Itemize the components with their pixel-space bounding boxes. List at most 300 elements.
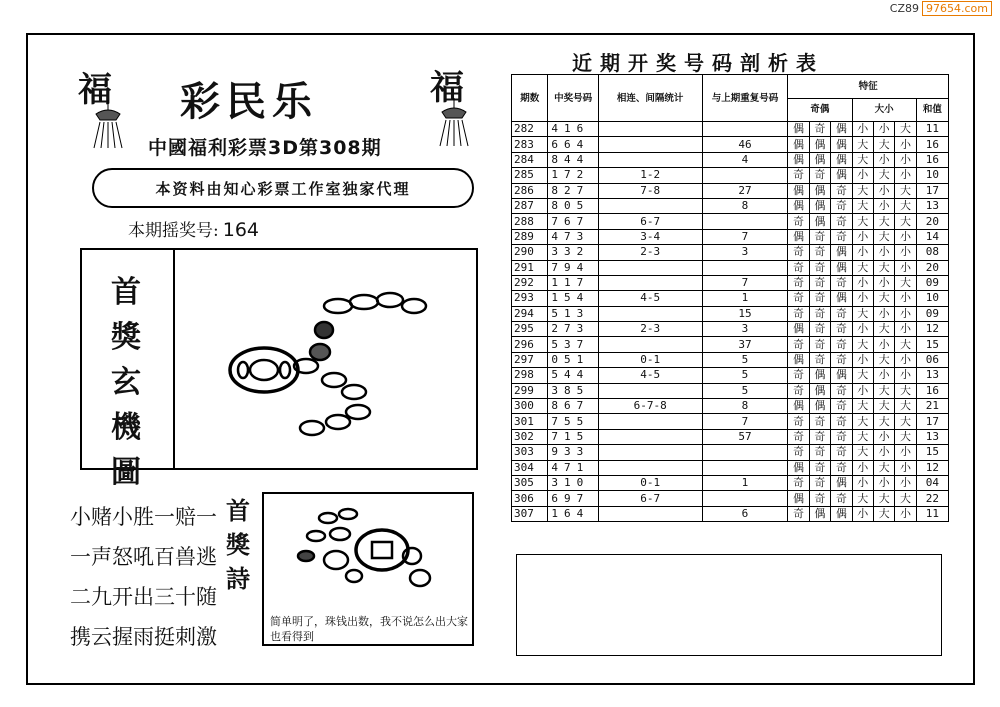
repeat-number: 3	[702, 245, 788, 260]
consec-stat	[598, 506, 702, 521]
winning-number: 537	[548, 337, 598, 352]
consec-stat: 0-1	[598, 475, 702, 490]
odd-even-cell: 偶	[831, 122, 852, 137]
table-row	[512, 122, 949, 137]
big-small-cell: 小	[852, 352, 873, 367]
big-small-cell: 大	[873, 460, 894, 475]
fu-right: 福	[430, 68, 464, 108]
odd-even-cell: 偶	[788, 198, 809, 213]
period: 296	[512, 337, 548, 352]
odd-even-cell: 奇	[788, 260, 809, 275]
table-row	[512, 429, 949, 444]
table-row	[512, 368, 949, 383]
odd-even-cell: 奇	[809, 337, 830, 352]
big-small-cell: 大	[873, 137, 894, 152]
winning-number: 416	[548, 122, 598, 137]
puzzle-label	[96, 270, 156, 495]
period: 288	[512, 214, 548, 229]
big-small-cell: 大	[852, 414, 873, 429]
sum-value: 17	[916, 183, 948, 198]
big-small-cell: 小	[873, 445, 894, 460]
odd-even-cell: 奇	[831, 275, 852, 290]
repeat-number: 15	[702, 306, 788, 321]
odd-even-cell: 奇	[831, 214, 852, 229]
poem-label-char: 首	[226, 496, 250, 525]
big-small-cell: 大	[873, 399, 894, 414]
page-title: 彩民乐	[180, 78, 318, 125]
period: 294	[512, 306, 548, 321]
odd-even-cell: 偶	[809, 198, 830, 213]
big-small-cell: 大	[895, 491, 916, 506]
table-row	[512, 275, 949, 290]
odd-even-cell: 奇	[788, 245, 809, 260]
poem-line: 小赌小胜一赔一	[70, 505, 217, 529]
consec-stat: 2-3	[598, 322, 702, 337]
big-small-cell: 大	[852, 260, 873, 275]
odd-even-cell: 奇	[788, 475, 809, 490]
repeat-number: 1	[702, 291, 788, 306]
table-row	[512, 414, 949, 429]
table-row	[512, 291, 949, 306]
tassel-right-icon	[432, 98, 477, 148]
fu-left: 福	[78, 70, 112, 110]
poem-label	[222, 494, 254, 596]
odd-even-cell: 偶	[788, 122, 809, 137]
header-sum: 和值	[916, 98, 948, 122]
odd-even-cell: 奇	[809, 275, 830, 290]
big-small-cell: 大	[895, 183, 916, 198]
odd-even-cell: 奇	[809, 475, 830, 490]
big-small-cell: 小	[873, 245, 894, 260]
poem-coin-image	[292, 502, 452, 602]
period: 289	[512, 229, 548, 244]
big-small-cell: 大	[873, 491, 894, 506]
puzzle-label-char: 首	[111, 275, 141, 310]
big-small-cell: 小	[852, 275, 873, 290]
odd-even-cell: 奇	[831, 337, 852, 352]
repeat-number: 1	[702, 475, 788, 490]
analysis-table	[511, 74, 949, 522]
big-small-cell: 小	[873, 152, 894, 167]
period: 305	[512, 475, 548, 490]
odd-even-cell: 奇	[831, 352, 852, 367]
big-small-cell: 大	[873, 322, 894, 337]
odd-even-cell: 偶	[788, 137, 809, 152]
big-small-cell: 大	[873, 214, 894, 229]
big-small-cell: 大	[852, 214, 873, 229]
consec-stat	[598, 122, 702, 137]
odd-even-cell: 偶	[788, 229, 809, 244]
period: 295	[512, 322, 548, 337]
repeat-number	[702, 214, 788, 229]
odd-even-cell: 偶	[788, 183, 809, 198]
consec-stat	[598, 429, 702, 444]
table-row	[512, 260, 949, 275]
consec-stat: 6-7	[598, 214, 702, 229]
consec-stat: 1-2	[598, 168, 702, 183]
big-small-cell: 大	[895, 337, 916, 352]
big-small-cell: 小	[852, 245, 873, 260]
header-odd-even: 奇偶	[788, 98, 852, 122]
big-small-cell: 大	[852, 337, 873, 352]
big-small-cell: 小	[873, 122, 894, 137]
big-small-cell: 大	[852, 198, 873, 213]
odd-even-cell: 偶	[809, 152, 830, 167]
winning-number: 844	[548, 152, 598, 167]
big-small-cell: 大	[852, 306, 873, 321]
puzzle-box	[80, 248, 478, 490]
big-small-cell: 小	[852, 122, 873, 137]
big-small-cell: 小	[873, 275, 894, 290]
winning-number: 172	[548, 168, 598, 183]
odd-even-cell: 奇	[831, 445, 852, 460]
odd-even-cell: 偶	[788, 399, 809, 414]
big-small-cell: 大	[852, 368, 873, 383]
big-small-cell: 小	[895, 229, 916, 244]
consec-stat: 4-5	[598, 291, 702, 306]
period: 290	[512, 245, 548, 260]
repeat-number: 7	[702, 275, 788, 290]
odd-even-cell: 偶	[831, 475, 852, 490]
big-small-cell: 大	[852, 445, 873, 460]
big-small-cell: 大	[895, 429, 916, 444]
sum-value: 13	[916, 198, 948, 213]
big-small-cell: 大	[873, 383, 894, 398]
odd-even-cell: 奇	[788, 383, 809, 398]
sum-value: 11	[916, 506, 948, 521]
puzzle-label-char: 玄	[111, 365, 141, 400]
consec-stat	[598, 414, 702, 429]
period: 286	[512, 183, 548, 198]
repeat-number	[702, 445, 788, 460]
odd-even-cell: 偶	[831, 291, 852, 306]
repeat-number	[702, 168, 788, 183]
big-small-cell: 大	[852, 491, 873, 506]
sum-value: 08	[916, 245, 948, 260]
odd-even-cell: 奇	[831, 399, 852, 414]
sum-value: 13	[916, 368, 948, 383]
header-feature: 特征	[788, 75, 949, 99]
repeat-number: 8	[702, 198, 788, 213]
consec-stat	[598, 198, 702, 213]
big-small-cell: 小	[895, 306, 916, 321]
big-small-cell: 小	[873, 183, 894, 198]
big-small-cell: 小	[895, 168, 916, 183]
watermark-code: CZ89	[889, 2, 920, 15]
odd-even-cell: 偶	[831, 168, 852, 183]
table-row	[512, 229, 949, 244]
consec-stat	[598, 337, 702, 352]
big-small-cell: 大	[873, 291, 894, 306]
winning-number: 117	[548, 275, 598, 290]
odd-even-cell: 奇	[831, 491, 852, 506]
period: 283	[512, 137, 548, 152]
odd-even-cell: 奇	[788, 429, 809, 444]
odd-even-cell: 奇	[788, 337, 809, 352]
repeat-number: 5	[702, 368, 788, 383]
sum-value: 16	[916, 152, 948, 167]
consec-stat	[598, 306, 702, 321]
big-small-cell: 大	[895, 122, 916, 137]
big-small-cell: 大	[852, 137, 873, 152]
puzzle-divider	[173, 250, 175, 468]
sum-value: 21	[916, 399, 948, 414]
odd-even-cell: 奇	[788, 306, 809, 321]
odd-even-cell: 奇	[809, 291, 830, 306]
repeat-number	[702, 491, 788, 506]
winning-number: 755	[548, 414, 598, 429]
big-small-cell: 小	[852, 460, 873, 475]
odd-even-cell: 奇	[788, 445, 809, 460]
consec-stat	[598, 152, 702, 167]
big-small-cell: 小	[895, 475, 916, 490]
odd-even-cell: 偶	[831, 245, 852, 260]
big-small-cell: 大	[852, 152, 873, 167]
poem-line: 二九开出三十随	[70, 585, 217, 609]
draw-number-line	[128, 216, 259, 241]
big-small-cell: 小	[852, 506, 873, 521]
odd-even-cell: 奇	[809, 322, 830, 337]
odd-even-cell: 奇	[831, 429, 852, 444]
winning-number: 473	[548, 229, 598, 244]
winning-number: 664	[548, 137, 598, 152]
big-small-cell: 大	[873, 229, 894, 244]
winning-number: 827	[548, 183, 598, 198]
sum-value: 11	[916, 122, 948, 137]
big-small-cell: 大	[895, 399, 916, 414]
big-small-cell: 大	[873, 506, 894, 521]
repeat-number: 5	[702, 383, 788, 398]
big-small-cell: 小	[895, 260, 916, 275]
odd-even-cell: 奇	[831, 414, 852, 429]
big-small-cell: 小	[873, 368, 894, 383]
period: 301	[512, 414, 548, 429]
winning-number: 697	[548, 491, 598, 506]
issue-subtitle: 中國福利彩票3D第308期	[148, 137, 382, 159]
odd-even-cell: 偶	[809, 506, 830, 521]
table-row	[512, 491, 949, 506]
repeat-number: 4	[702, 152, 788, 167]
table-row	[512, 460, 949, 475]
big-small-cell: 小	[895, 291, 916, 306]
table-row	[512, 337, 949, 352]
big-small-cell: 大	[852, 429, 873, 444]
repeat-number: 6	[702, 506, 788, 521]
consec-stat: 6-7	[598, 491, 702, 506]
table-row	[512, 322, 949, 337]
odd-even-cell: 奇	[788, 291, 809, 306]
table-row	[512, 152, 949, 167]
sum-value: 22	[916, 491, 948, 506]
consec-stat: 3-4	[598, 229, 702, 244]
big-small-cell: 小	[873, 337, 894, 352]
big-small-cell: 小	[873, 306, 894, 321]
table-header-row	[512, 75, 949, 99]
big-small-cell: 大	[895, 198, 916, 213]
period: 282	[512, 122, 548, 137]
winning-number: 513	[548, 306, 598, 321]
big-small-cell: 大	[873, 260, 894, 275]
winning-number: 767	[548, 214, 598, 229]
sum-value: 12	[916, 322, 948, 337]
period: 297	[512, 352, 548, 367]
period: 307	[512, 506, 548, 521]
odd-even-cell: 奇	[788, 214, 809, 229]
sum-value: 16	[916, 383, 948, 398]
watermark	[890, 2, 992, 15]
odd-even-cell: 偶	[831, 152, 852, 167]
table-row	[512, 383, 949, 398]
period: 284	[512, 152, 548, 167]
poem-label-char: 詩	[226, 564, 250, 593]
poem-line: 一声怒吼百兽逃	[70, 545, 217, 569]
odd-even-cell: 偶	[831, 137, 852, 152]
odd-even-cell: 奇	[809, 445, 830, 460]
period: 302	[512, 429, 548, 444]
odd-even-cell: 偶	[831, 260, 852, 275]
odd-even-cell: 奇	[788, 506, 809, 521]
consec-stat	[598, 445, 702, 460]
odd-even-cell: 奇	[831, 198, 852, 213]
puzzle-label-char: 圖	[111, 455, 141, 490]
big-small-cell: 小	[852, 229, 873, 244]
big-small-cell: 小	[895, 445, 916, 460]
table-row	[512, 137, 949, 152]
sum-value: 12	[916, 460, 948, 475]
winning-number: 805	[548, 198, 598, 213]
consec-stat	[598, 260, 702, 275]
consec-stat	[598, 460, 702, 475]
winning-number: 164	[548, 506, 598, 521]
big-small-cell: 小	[895, 137, 916, 152]
odd-even-cell: 奇	[788, 168, 809, 183]
puzzle-label-char: 獎	[111, 320, 141, 355]
sum-value: 10	[916, 168, 948, 183]
odd-even-cell: 偶	[788, 322, 809, 337]
winning-number: 273	[548, 322, 598, 337]
repeat-number	[702, 122, 788, 137]
odd-even-cell: 奇	[809, 414, 830, 429]
sum-value: 16	[916, 137, 948, 152]
odd-even-cell: 奇	[809, 168, 830, 183]
odd-even-cell: 偶	[809, 137, 830, 152]
table-row	[512, 352, 949, 367]
header-winning: 中奖号码	[548, 75, 598, 122]
sum-value: 10	[916, 291, 948, 306]
big-small-cell: 小	[895, 152, 916, 167]
big-small-cell: 大	[852, 183, 873, 198]
period: 306	[512, 491, 548, 506]
sum-value: 15	[916, 445, 948, 460]
odd-even-cell: 偶	[809, 183, 830, 198]
repeat-number: 7	[702, 414, 788, 429]
odd-even-cell: 奇	[809, 460, 830, 475]
table-body	[512, 122, 949, 522]
big-small-cell: 小	[852, 383, 873, 398]
table-row	[512, 306, 949, 321]
poem-label-char: 獎	[226, 530, 250, 559]
header-repeat: 与上期重复号码	[702, 75, 788, 122]
winning-number: 933	[548, 445, 598, 460]
table-title: 近期开奖号码剖析表	[572, 51, 824, 75]
table-row	[512, 214, 949, 229]
odd-even-cell: 偶	[788, 352, 809, 367]
odd-even-cell: 偶	[809, 383, 830, 398]
repeat-number: 27	[702, 183, 788, 198]
odd-even-cell: 奇	[831, 460, 852, 475]
big-small-cell: 大	[852, 399, 873, 414]
winning-number: 715	[548, 429, 598, 444]
table-row	[512, 198, 949, 213]
odd-even-cell: 奇	[831, 306, 852, 321]
big-small-cell: 小	[852, 475, 873, 490]
big-small-cell: 小	[873, 475, 894, 490]
big-small-cell: 小	[873, 198, 894, 213]
sum-value: 17	[916, 414, 948, 429]
watermark-site: 97654.com	[922, 1, 992, 16]
winning-number: 154	[548, 291, 598, 306]
poem-image-box	[262, 492, 474, 646]
odd-even-cell: 奇	[809, 260, 830, 275]
agency-banner: 本资料由知心彩票工作室独家代理	[92, 168, 474, 208]
consec-stat: 4-5	[598, 368, 702, 383]
sum-value: 14	[916, 229, 948, 244]
sum-value: 04	[916, 475, 948, 490]
odd-even-cell: 偶	[788, 460, 809, 475]
period: 300	[512, 399, 548, 414]
sum-value: 13	[916, 429, 948, 444]
winning-number: 385	[548, 383, 598, 398]
sum-value: 06	[916, 352, 948, 367]
sum-value: 15	[916, 337, 948, 352]
winning-number: 471	[548, 460, 598, 475]
big-small-cell: 大	[895, 383, 916, 398]
odd-even-cell: 偶	[809, 399, 830, 414]
period: 298	[512, 368, 548, 383]
consec-stat	[598, 137, 702, 152]
big-small-cell: 大	[895, 275, 916, 290]
sum-value: 09	[916, 306, 948, 321]
odd-even-cell: 奇	[809, 491, 830, 506]
consec-stat: 7-8	[598, 183, 702, 198]
winning-number: 332	[548, 245, 598, 260]
period: 299	[512, 383, 548, 398]
repeat-number	[702, 460, 788, 475]
big-small-cell: 大	[873, 414, 894, 429]
sum-value: 09	[916, 275, 948, 290]
odd-even-cell: 奇	[809, 352, 830, 367]
table-row	[512, 475, 949, 490]
odd-even-cell: 奇	[809, 306, 830, 321]
period: 304	[512, 460, 548, 475]
consec-stat	[598, 383, 702, 398]
draw-label: 本期摇奖号:	[128, 221, 219, 241]
repeat-number: 5	[702, 352, 788, 367]
big-small-cell: 小	[895, 368, 916, 383]
winning-number: 051	[548, 352, 598, 367]
big-small-cell: 小	[895, 506, 916, 521]
repeat-number: 3	[702, 322, 788, 337]
big-small-cell: 大	[873, 168, 894, 183]
odd-even-cell: 奇	[809, 229, 830, 244]
sum-value: 20	[916, 214, 948, 229]
odd-even-cell: 奇	[831, 383, 852, 398]
table-row	[512, 506, 949, 521]
period: 292	[512, 275, 548, 290]
winning-number: 794	[548, 260, 598, 275]
big-small-cell: 大	[895, 214, 916, 229]
big-small-cell: 小	[895, 460, 916, 475]
